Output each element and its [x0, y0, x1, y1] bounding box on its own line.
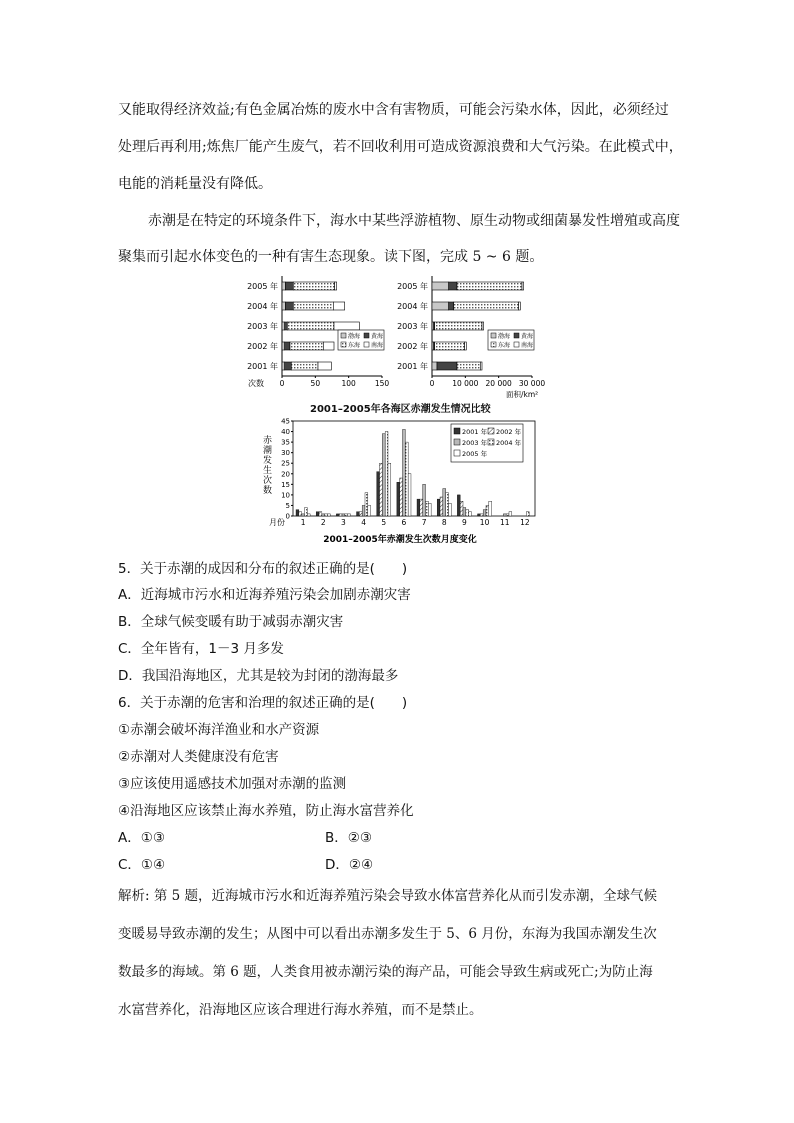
q6-statement-4: ④沿海地区应该禁止海水养殖，防止海水富营养化 [118, 803, 414, 819]
bar-2001 年 [316, 512, 319, 516]
bar-segment-南海 [522, 282, 524, 290]
bar-segment-南海 [333, 302, 344, 310]
category-label: 2005 年 [397, 282, 428, 291]
bar-segment-东海 [454, 302, 519, 310]
q5-option-a: A．近海城市污水和近海养殖污染会加剧赤潮灾害 [118, 587, 411, 603]
bar-2001 年 [417, 499, 420, 516]
bar-segment-黄海 [285, 342, 290, 350]
bar-segment-东海 [435, 322, 482, 330]
legend-swatch [488, 428, 494, 434]
x-tick-label: 12 [520, 518, 530, 527]
bar-segment-东海 [457, 362, 480, 370]
legend-swatch [454, 428, 460, 434]
bar-2002 年 [380, 463, 383, 516]
bar-2004 年 [425, 501, 428, 516]
bar-2002 年 [299, 512, 302, 516]
y-axis-label-char: 发 [263, 456, 273, 466]
bar-2004 年 [365, 493, 368, 516]
x-tick-label: 4 [361, 518, 366, 527]
bar-2001 年 [357, 512, 360, 516]
bar-2003 年 [382, 434, 385, 516]
bar-2003 年 [302, 514, 305, 516]
legend-swatch [341, 342, 346, 347]
y-axis-label-char: 潮 [263, 446, 273, 456]
bar-segment-南海 [465, 342, 467, 350]
bar-2002 年 [420, 499, 423, 516]
bar-2001 年 [478, 514, 481, 516]
bar-segment-渤海 [282, 362, 285, 370]
category-label: 2002 年 [397, 342, 428, 351]
bar-segment-东海 [457, 282, 522, 290]
bar-2002 年 [480, 514, 483, 516]
legend-swatch [454, 450, 460, 456]
bar-2002 年 [339, 514, 342, 516]
q5-stem: 5．关于赤潮的成因和分布的叙述正确的是( ) [118, 561, 408, 577]
x-tick-label: 0 [429, 379, 435, 388]
category-label: 2004 年 [247, 302, 278, 311]
x-tick-label: 9 [462, 518, 467, 527]
analysis-line-1: 解析: 第 5 题，近海城市污水和近海养殖污染会导致水体富营养化从而引发赤潮，全球气候 [118, 888, 658, 904]
legend-label: 2004 年 [496, 439, 522, 447]
x-tick-label: 10 [479, 518, 490, 527]
x-tick-label: 3 [341, 518, 346, 527]
bar-2004 年 [486, 505, 489, 516]
category-label: 2001 年 [247, 362, 278, 371]
q5-option-d: D．我国沿海地区，尤其是较为封闭的渤海最多 [118, 668, 399, 684]
chart-area [388, 274, 558, 399]
legend-label: 南海 [371, 342, 384, 349]
x-tick-label: 30 000 [518, 379, 546, 388]
y-tick-label: 35 [281, 438, 290, 447]
q5-option-c: C．全年皆有，1－3 月多发 [118, 641, 284, 657]
legend-swatch [364, 333, 369, 338]
bar-segment-黄海 [449, 302, 454, 310]
legend-label: 渤海 [348, 333, 361, 340]
analysis-line-2: 变暖易导致赤潮的发生；从图中可以看出赤潮多发生于 5、6 月份，东海为我国赤潮发生次 [118, 926, 657, 942]
q6-statement-3: ③应该使用遥感技术加强对赤潮的监测 [118, 776, 347, 792]
category-label: 2003 年 [247, 322, 278, 331]
y-axis-label-char: 赤 [263, 436, 273, 446]
x-tick-label: 8 [441, 518, 447, 527]
chart-month [255, 416, 545, 548]
bar-segment-渤海 [432, 282, 449, 290]
y-tick-label: 30 [281, 449, 290, 458]
y-tick-label: 5 [285, 501, 290, 510]
bar-2004 年 [345, 514, 348, 516]
q6-statement-1: ①赤潮会破坏海洋渔业和水产资源 [118, 722, 320, 738]
bar-segment-渤海 [432, 302, 449, 310]
bar-2005 年 [489, 501, 492, 516]
bar-segment-渤海 [282, 282, 285, 290]
q6-option-a: A．①③ [118, 830, 165, 846]
bar-2003 年 [443, 489, 446, 516]
bar-2005 年 [368, 505, 371, 516]
legend-label: 东海 [348, 342, 361, 349]
bar-2005 年 [428, 503, 431, 516]
y-tick-label: 15 [281, 480, 290, 489]
legend-swatch [488, 439, 494, 445]
legend-swatch [491, 342, 496, 347]
x-tick-label: 150 [374, 379, 390, 388]
bar-2001 年 [457, 495, 460, 516]
legend-swatch [364, 342, 369, 347]
y-axis-label-char: 生 [263, 466, 273, 476]
bar-segment-东海 [293, 302, 333, 310]
x-tick-label: 7 [421, 518, 427, 527]
intro-line-2: 处理后再利用;炼焦厂能产生废气，若不回收利用可造成资源浪费和大气污染。在此模式中， [118, 139, 683, 155]
q6-statement-2: ②赤潮对人类健康没有危害 [118, 749, 279, 765]
bar-segment-黄海 [285, 362, 292, 370]
bar-2005 年 [408, 474, 411, 516]
legend-label: 黄海 [371, 333, 384, 340]
intro-line-1: 又能取得经济效益;有色金属冶炼的废水中含有害物质，可能会污染水体，因此，必须经过 [118, 102, 669, 118]
bar-segment-南海 [318, 362, 331, 370]
bar-segment-南海 [482, 322, 484, 330]
passage-line-2: 聚集而引起水体变色的一种有害生态现象。读下图，完成 5 ~ 6 题。 [118, 249, 544, 265]
x-tick-label: 11 [499, 518, 510, 527]
legend-swatch [514, 333, 519, 338]
legend-label: 2002 年 [496, 428, 522, 436]
legend-label: 南海 [521, 342, 534, 349]
bar-2001 年 [377, 472, 380, 516]
bar-segment-南海 [480, 362, 482, 370]
category-label: 2005 年 [247, 282, 278, 291]
q6-option-b: B．②③ [325, 830, 372, 846]
bar-2001 年 [336, 514, 339, 516]
bar-segment-东海 [290, 342, 323, 350]
chart-count [240, 274, 390, 394]
bar-2005 年 [448, 503, 451, 516]
bar-2003 年 [342, 514, 345, 516]
bar-2002 年 [319, 512, 322, 516]
bar-2005 年 [388, 463, 391, 516]
passage-line-1: 赤潮是在特定的环境条件下，海水中某些浮游植物、原生动物或细菌暴发性增殖或高度 [148, 213, 680, 229]
bar-segment-南海 [334, 322, 359, 330]
bar-segment-渤海 [432, 362, 437, 370]
bar-segment-东海 [291, 362, 318, 370]
category-label: 2002 年 [247, 342, 278, 351]
bar-2005 年 [307, 514, 310, 516]
bar-segment-黄海 [285, 302, 293, 310]
bar-segment-南海 [519, 302, 521, 310]
bar-2004 年 [304, 508, 307, 516]
bar-2002 年 [359, 512, 362, 516]
bar-2003 年 [403, 429, 406, 516]
bar-2005 年 [348, 514, 351, 516]
y-tick-label: 0 [285, 512, 290, 521]
legend-label: 黄海 [521, 333, 534, 340]
bar-2005 年 [327, 514, 330, 516]
y-tick-label: 25 [281, 459, 290, 468]
x-tick-label: 50 [310, 379, 321, 388]
legend-label: 东海 [498, 342, 511, 349]
bar-2003 年 [463, 508, 466, 516]
y-tick-label: 10 [281, 491, 290, 500]
x-axis-label: 月份 [269, 518, 285, 527]
bar-segment-黄海 [285, 322, 288, 330]
bar-2001 年 [397, 482, 400, 516]
bar-2005 年 [469, 512, 472, 516]
legend-swatch [491, 333, 496, 338]
x-tick-label: 2 [320, 518, 326, 527]
bar-2004 年 [385, 432, 388, 516]
x-tick-label: 10 000 [452, 379, 479, 388]
analysis-line-3: 数最多的海域。第 6 题，人类食用被赤潮污染的海产品，可能会导致生病或死亡;为防止海 [118, 964, 653, 980]
bar-segment-东海 [293, 282, 334, 290]
bar-2005 年 [509, 512, 512, 516]
bar-segment-黄海 [437, 362, 457, 370]
legend-label: 2003 年 [462, 439, 488, 447]
bar-2003 年 [423, 484, 426, 516]
bar-2002 年 [460, 501, 463, 516]
x-tick-label: 5 [381, 518, 387, 527]
bar-2003 年 [483, 510, 486, 516]
bar-2002 年 [400, 478, 403, 516]
bar-segment-渤海 [282, 342, 285, 350]
x-tick-label: 1 [300, 518, 306, 527]
bar-2004 年 [446, 493, 449, 516]
bar-2004 年 [506, 514, 509, 516]
category-label: 2004 年 [397, 302, 428, 311]
chart-caption-top: 2001–2005年各海区赤潮发生情况比较 [310, 404, 491, 415]
y-tick-label: 40 [281, 428, 290, 437]
bar-2001 年 [296, 510, 299, 516]
y-axis-label-char: 数 [263, 486, 273, 496]
q6-stem: 6．关于赤潮的危害和治理的叙述正确的是( ) [118, 695, 408, 711]
x-axis-label: 面积/km² [506, 390, 539, 399]
x-tick-label: 6 [401, 518, 407, 527]
bar-segment-南海 [335, 282, 337, 290]
category-label: 2003 年 [397, 322, 428, 331]
q6-option-c: C．①④ [118, 857, 166, 873]
legend-label: 2005 年 [462, 450, 488, 458]
bar-2003 年 [362, 505, 365, 516]
bar-2004 年 [325, 514, 328, 516]
q5-option-b: B．全球气候变暖有助于减弱赤潮灾害 [118, 614, 344, 630]
x-axis-label: 次数 [248, 379, 264, 388]
x-tick-label: 0 [279, 379, 285, 388]
bar-2003 年 [503, 514, 506, 516]
legend-swatch [454, 439, 460, 445]
legend-swatch [514, 342, 519, 347]
legend-label: 2001 年 [462, 428, 488, 436]
q6-option-d: D．②④ [325, 857, 374, 873]
intro-line-3: 电能的消耗量没有降低。 [118, 176, 272, 192]
bar-segment-南海 [323, 342, 334, 350]
bar-segment-东海 [435, 342, 465, 350]
bar-segment-渤海 [282, 302, 285, 310]
legend-label: 渤海 [498, 333, 511, 340]
bar-segment-黄海 [449, 282, 457, 290]
bar-2004 年 [526, 512, 529, 516]
bar-2002 年 [440, 497, 443, 516]
y-tick-label: 20 [281, 470, 290, 479]
legend-swatch [341, 333, 346, 338]
bar-2004 年 [405, 442, 408, 516]
x-tick-label: 20 000 [485, 379, 512, 388]
bar-2003 年 [322, 514, 325, 516]
bar-2004 年 [466, 510, 469, 516]
bar-segment-东海 [287, 322, 334, 330]
x-tick-label: 100 [341, 379, 356, 388]
bar-segment-渤海 [282, 322, 285, 330]
category-label: 2001 年 [397, 362, 428, 371]
bar-segment-黄海 [285, 282, 293, 290]
y-tick-label: 45 [281, 417, 290, 426]
bar-2001 年 [437, 499, 440, 516]
chart-title: 2001–2005年赤潮发生次数月度变化 [323, 535, 477, 545]
y-axis-label-char: 次 [263, 476, 273, 486]
analysis-line-4: 水富营养化，沿海地区应该合理进行海水养殖，而不是禁止。 [118, 1002, 483, 1018]
